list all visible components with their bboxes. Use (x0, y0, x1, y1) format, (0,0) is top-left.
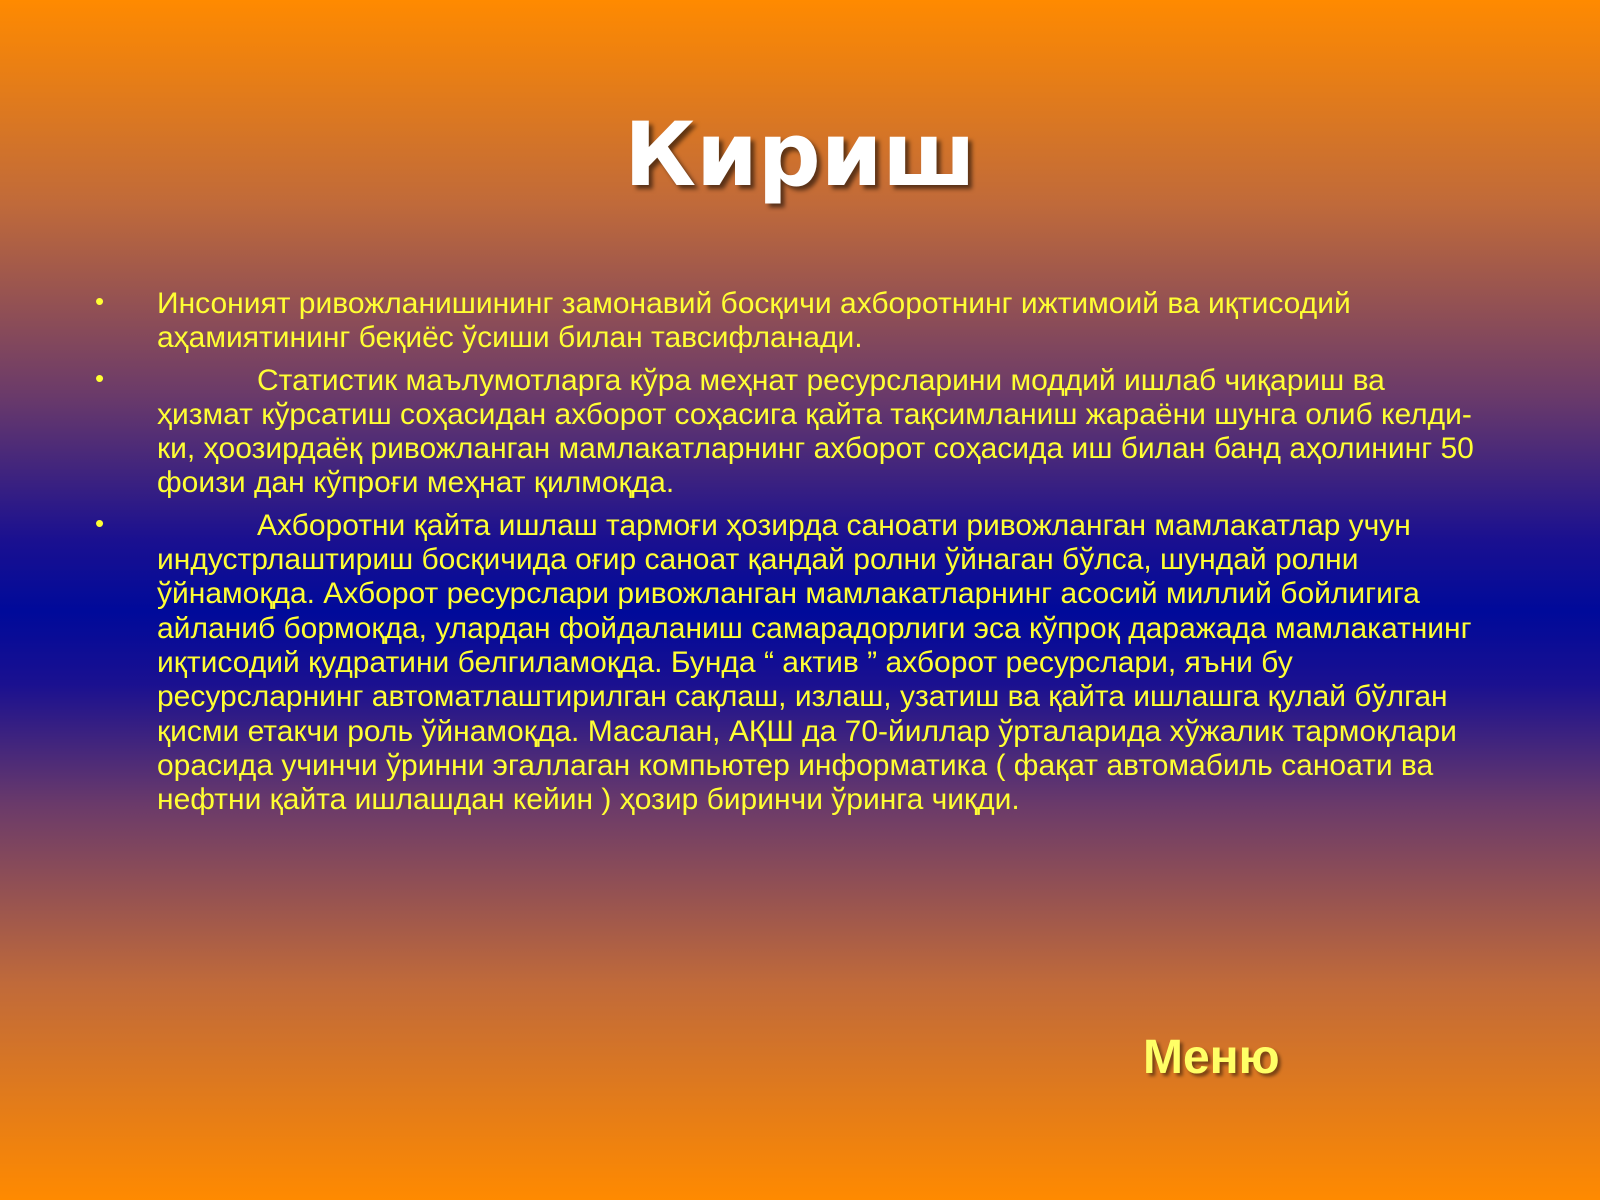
bullet-icon: • (95, 507, 105, 538)
slide-title: Кириш (624, 103, 976, 206)
bullet-text: Инсоният ривожланишининг замонавий босқичи ахборотнинг ижтимоий ва иқтисодий аҳамиятининг беқиёс ўсиши билан тавсифланади. (157, 287, 1351, 355)
bullet-text: Статистик маълумотларга кўра меҳнат ресурсларини моддий ишлаб чиқариш ва ҳизмат кўрсатиш соҳасидан ахборот соҳасига қайта тақсимланиш жараёни шунга олиб келди-ки, ҳоозирдаёқ ривожланган мамлакатларнинг ахборот соҳасида иш билан банд аҳолининг 50 фоизи дан кўпроғи меҳнат қилмоқда. (157, 363, 1474, 500)
bullet-icon: • (95, 286, 105, 316)
menu-link[interactable]: Меню (1143, 1031, 1280, 1084)
bullet-item (95, 287, 1485, 356)
bullet-item (95, 509, 1485, 818)
bullet-icon: • (95, 362, 105, 393)
bullet-text: Ахборотни қайта ишлаш тармоғи ҳозирда саноати ривожланган мамлакатлар учун индустрлаштириш босқичида оғир саноат қандай ролни ўйнаган бўлса, шундай ролни ўйнамоқда. Ахборот ресурслари ривожланган мамлакатларнинг асосий миллий бойлигига айланиб бормоқда, улардан фойдаланиш самарадорлиги эса кўпроқ даражада мамлакатнинг иқтисодий қудратини белгиламоқда. Бунда “ актив ” ахборот ресурслари, яъни бу ресурсларнинг автоматлаштирилган сақлаш, излаш, узатиш ва қайта ишлашга қулай бўлган қисми етакчи роль ўйнамоқда. Масалан, АҚШ да 70-йиллар ўрталарида хўжалик тармоқлари орасида учинчи ўринни эгаллаган компьютер информатика ( фақат автомабиль саноати ва нефтни қайта ишлашдан кейин ) ҳозир биринчи ўринга чиқди. (157, 508, 1472, 817)
bullet-item (95, 364, 1485, 501)
bullet-list (95, 287, 1485, 825)
